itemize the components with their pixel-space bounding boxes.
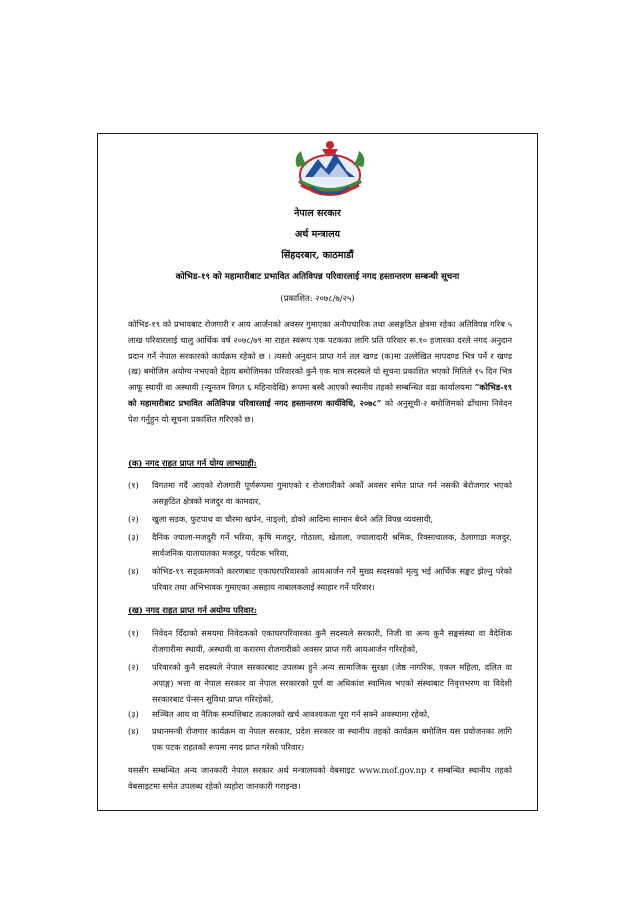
intro-procedure-name: “कोभिड-१९ को महामारीबाट प्रभावित अतिविपन्न परिवारलाई नगद हस्तान्तरण कार्यविधि, २०७८” <box>128 382 512 408</box>
intro-paragraph <box>128 317 512 428</box>
footer-paragraph: यससँग सम्बन्धित अन्य जानकारी नेपाल सरकार अर्थ मन्त्रालयको वेबसाइट www.mof.gov.np र सम्बन्धित स्थानीय तहको वेबसाइटमा समेत उपलब्ध रहेको व्यहोरा जानकारी गराइन्छ। <box>128 765 512 791</box>
section-a-item <box>128 512 512 528</box>
item-number: (४) <box>128 566 139 576</box>
item-number: (३) <box>128 532 139 542</box>
intro-text-a: कोभिड-१९ को प्रभावबाट रोजगारी र आय आर्जनको अवसर गुमाएका अनौपचारिक तथा असङ्गठित क्षेत्रमा रहेका अतिविपन्न गरिब ५ लाख परिवारलाई चालु आर्थिक वर्ष २०७८/७९ मा राहत स्वरूप एक पटकका लागि प्रति परिवार रू.१० हजारका दरले नगद अनुदान प्रदान गर्ने नेपाल सरकारको कार्यक्रम रहेको छ । त्यस्तो अनुदान प्राप्त गर्न तल खण्ड (क)मा उल्लेखित मापदण्ड भित्र पर्ने र खण्ड (ख) बमोजिम अयोग्य नभएको देहाय बमोजिमका परिवारको कुनै एक मात्र सदस्यले यो सूचना प्रकाशित भएको मितिले १५ दिन भित्र आफू स्थायी वा अस्थायी (न्यूनतम विगत ६ महिनादेखि) रूपमा बस्दै आएको स्थानीय तहको सम्बन्धित वडा कार्यालयमा <box>128 319 512 393</box>
header-ministry: अर्थ मन्त्रालय <box>294 229 341 240</box>
section-b-item <box>128 626 512 658</box>
intro-text-b: को अनुसूची-२ बमोजिमको ढाँचामा निवेदन पेश गर्नुहुन यो सूचना प्रकाशित गरिएको छ। <box>128 397 512 424</box>
section-b-heading: (ख) नगद राहत प्राप्त गर्न अयोग्य परिवार: <box>128 605 257 615</box>
nepal-emblem-icon <box>291 137 369 199</box>
section-a-item <box>128 564 512 596</box>
item-number: (४) <box>128 726 139 736</box>
item-text: परिवारको कुनै सदस्यले नेपाल सरकारबाट उपलब्ध हुने अन्य सामाजिक सुरक्षा (जेष्ठ नागरिक, एकल महिला, दलित वा अपाङ्ग) भत्ता वा नेपाल सरकार वा नेपाल सरकारको पूर्ण वा अधिकांश स्वामित्व भएको संस्थाबाट निवृत्तभरण वा विदेशी सरकारबाट पेन्सन सुविधा प्राप्त गरिरहेको, <box>152 662 512 704</box>
section-a-heading: (क) नगद राहत प्राप्त गर्न योग्य लाभग्राही: <box>128 458 257 468</box>
item-text: सञ्चित आय वा नैतिक सम्पत्तिबाट तत्कालको खर्च आवश्यकता पूरा गर्न सक्ने अवस्थामा रहेको, <box>152 709 430 719</box>
item-number: (१) <box>128 480 139 490</box>
header-location: सिंहदरबार, काठमाडौं <box>281 250 354 261</box>
section-b-item <box>128 724 512 756</box>
item-text: विगतमा गर्दै आएको रोजगारी पूर्णरूपमा गुमाएको र रोजगारीको अर्को अवसर समेत प्राप्त गर्न नसकी बेरोजगार भएको असङ्गठित क्षेत्रको मजदुर वा कामदार, <box>152 480 512 506</box>
item-text: कोभिड-१९ सङ्क्रमणको कारणबाट एकाघरपरिवारको आयआर्जन गर्ने मुख्य सदस्यको मृत्यु भई आर्थिक सङ्कट झेल्नु परेको परिवार तथा अभिभावक गुमाएका असहाय नाबालकलाई स्याहार गर्ने परिवार। <box>152 566 512 592</box>
item-text: खुला सडक, फुटपाथ वा चौरमा खर्पन, नाङ्लो, डोको आदिमा सामान बेच्ने अति विपन्न व्यवसायी, <box>152 514 434 524</box>
item-number: (३) <box>128 709 139 719</box>
section-b-item <box>128 660 512 707</box>
item-text: निवेदन दिँदाको समयमा निवेदकको एकाघरपरिवारका कुनै सदस्यले सरकारी, निजी वा अन्य कुनै सङ्घसंस्था वा वैदेशिक रोजगारीमा स्थायी, अस्थायी वा करारमा रोजगारीको अवसर प्राप्त गरी आयआर्जन गरिरहेको, <box>152 628 512 654</box>
item-number: (२) <box>128 514 139 524</box>
item-text: प्रधानमन्त्री रोजगार कार्यक्रम वा नेपाल सरकार, प्रदेश सरकार वा स्थानीय तहको कार्यक्रम बमोजिम यस प्रयोजनका लागि एक पटक राहतको रूपमा नगद प्राप्त गरेको परिवार। <box>152 726 512 752</box>
header-government: नेपाल सरकार <box>294 208 341 219</box>
item-number: (१) <box>128 628 139 638</box>
section-a-item <box>128 530 512 562</box>
item-number: (२) <box>128 662 139 672</box>
published-date: (प्रकाशित: २०७८/७/२५) <box>280 293 355 303</box>
section-a-item <box>128 478 512 510</box>
item-text: दैनिक ज्याला-मजदुरी गर्ने भरिया, कृषि मजदुर, गोठाला, खेताला, ज्यालादारी श्रमिक, रिक्साचालक, ठेलागाडा मजदुर, सार्वजनिक यातायातका मजदुर, पर्यटक भरिया, <box>152 532 512 558</box>
section-b-item <box>128 707 512 723</box>
notice-title: कोभिड-१९ को महामारीबाट प्रभावित अतिविपन्न परिवारलाई नगद हस्तान्तरण सम्बन्धी सूचना <box>175 272 460 282</box>
